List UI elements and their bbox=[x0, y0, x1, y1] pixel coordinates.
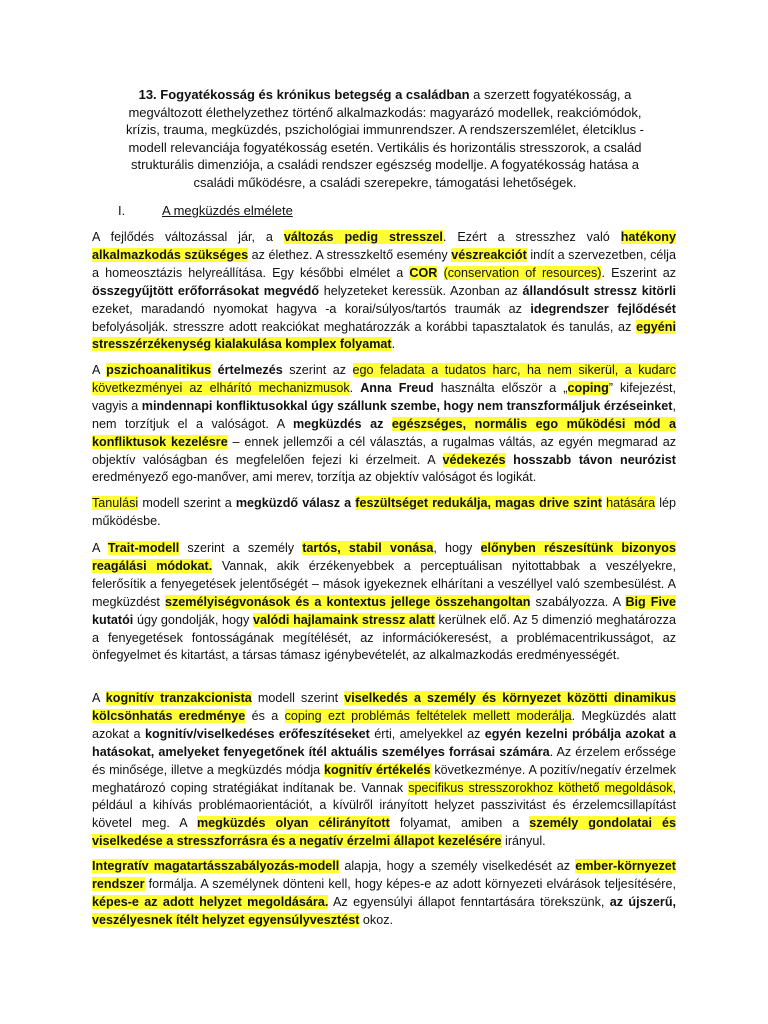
text-run: formálja. A személynek dönteni kell, hogy képes-e az adott környezeti elvárások teljesítésére, bbox=[144, 876, 676, 891]
title-bold: 13. Fogyatékosság és krónikus betegség a családban bbox=[138, 87, 470, 102]
text-run: és a bbox=[245, 708, 285, 723]
paragraph-trait-model bbox=[92, 540, 676, 665]
text-run: helyzeteket keressük. Azonban az bbox=[319, 283, 523, 298]
text-run: , hogy bbox=[433, 541, 481, 555]
highlighted-text: Tanulási bbox=[92, 496, 139, 510]
highlighted-text: személy gondolatai és viselkedése a stresszforrásra és a negatív érzelmi állapot kezelésére bbox=[92, 816, 676, 849]
text-run: használta először a „ bbox=[433, 380, 568, 395]
highlighted-text: változás pedig stresszel bbox=[283, 230, 443, 244]
text-run: alapja, hogy a személy viselkedését az bbox=[339, 859, 576, 873]
text-run: , nem torzítjuk el a valóságot. A bbox=[92, 398, 676, 431]
text-run: modell szerint a bbox=[138, 496, 236, 510]
highlighted-text: egyéni stresszérzékenység kialakulása komplex folyamat bbox=[92, 319, 676, 352]
highlighted-text: coping ezt problémás feltételek mellett moderálja bbox=[284, 708, 572, 723]
highlighted-text: COR bbox=[409, 265, 438, 280]
text-run: – ennek jellemzői a cél választás, a rugalmas váltás, az egyén megmarad az objektív valóságban és megfelelően fejezi ki érzelmeit. A bbox=[92, 434, 676, 467]
text-run: lép működésbe. bbox=[92, 496, 677, 528]
text-run: A bbox=[92, 541, 108, 555]
bold-text: kutatói bbox=[92, 612, 134, 627]
text-run: indít a szervezetben, célja a homeosztázis helyreállítása. Egy későbbi elmélet a bbox=[92, 247, 676, 280]
bold-text: hosszabb távon neurózist bbox=[513, 452, 676, 467]
text-run: A bbox=[92, 691, 106, 705]
text-run: szerint a személy bbox=[179, 541, 303, 555]
highlighted-text: (conservation of resources) bbox=[443, 265, 602, 280]
text-run: modell szerint bbox=[251, 691, 345, 705]
text-run: ” kifejezést, vagyis a bbox=[92, 380, 677, 413]
text-run: befolyásolják. stresszre adott reakciókat meghatározzák a korábbi tapasztalatok és tanulás, az bbox=[92, 319, 637, 334]
bold-text: megküzdés az bbox=[292, 416, 384, 431]
highlighted-text: Trait-modell bbox=[107, 541, 180, 555]
text-run: . Az érzelem erőssége és minősége, illetve a megküzdés módja bbox=[92, 744, 676, 777]
heading-text: A megküzdés elmélete bbox=[162, 203, 293, 218]
highlighted-text: viselkedés a személy és környezet közötti dinamikus kölcsönhatás eredménye bbox=[92, 691, 676, 723]
highlighted-text: pszichoanalitikus bbox=[106, 363, 212, 377]
bold-text: egyén kezelni próbálja azokat a hatásokat, amelyeket fenyegetőnek ítél aktuális személyes forrásai számára bbox=[92, 726, 676, 759]
paragraph-integrative-model bbox=[92, 858, 676, 930]
highlighted-text: megküzdés olyan célirányított bbox=[196, 816, 390, 831]
highlighted-text: coping bbox=[567, 380, 609, 395]
highlighted-text: hatékony alkalmazkodás szükséges bbox=[92, 230, 676, 262]
bold-text: állandósult stressz kitörli bbox=[522, 283, 677, 298]
text-run: szabályozza. A bbox=[530, 594, 626, 609]
text-run: . bbox=[391, 337, 396, 352]
highlighted-text: ember-környezet rendszer bbox=[92, 859, 676, 891]
text-run: érti, amelyekkel az bbox=[369, 726, 485, 741]
highlighted-text: egészséges, normális ego működési mód a konfliktusok kezelésre bbox=[92, 416, 677, 449]
text-run: Az egyensúlyi állapot fenntartására törekszünk, bbox=[328, 894, 610, 909]
highlighted-text: valódi hajlamaink stressz alatt bbox=[253, 612, 435, 627]
bold-text: az újszerű, bbox=[609, 894, 677, 909]
bold-text: idegrendszer fejlődését bbox=[530, 301, 677, 316]
text-run: kerülnek elő. Az 5 dimenzió meghatározza a fenyegetések fontosságának megítélését, az információkeresést, a problémacentrikusságot, az önfegyelmet és kitartást, a társas támasz igénybevételét, az alkalmazkodás eredményességét. bbox=[92, 612, 676, 663]
highlighted-text: specifikus stresszorokhoz köthető megoldások bbox=[408, 780, 673, 795]
paragraph-cognitive-transactional bbox=[92, 690, 676, 851]
highlighted-text: vészreakciót bbox=[451, 247, 527, 262]
text-run: . bbox=[349, 380, 361, 395]
text-run: következménye. A pozitív/negatív érzelmek meghatározó coping stratégiákat indítanak be. Vannak bbox=[92, 762, 676, 795]
text-run: úgy gondolják, hogy bbox=[133, 612, 254, 627]
highlighted-text: Integratív magatartásszabályozás-modell bbox=[92, 859, 340, 873]
bold-text: összegyűjtött erőforrásokat megvédő bbox=[92, 283, 320, 298]
bold-text: kognitív/viselkedéses erőfeszítéseket bbox=[144, 726, 370, 741]
text-run: az élethez. A stresszkeltő esemény bbox=[248, 247, 452, 262]
bold-text: megküzdő válasz a bbox=[235, 496, 352, 510]
title-description: a szerzett fogyatékosság, a megváltozott élethelyzethez történő alkalmazkodás: magyarázó modellek, reakciómódok, krízis, trauma, megküzdés, pszichológiai immunrendszer. A rendszerszemlélet, életciklus - modell relevanciája fogyatékosság esetén. Vertikális és horizontális stresszorok, a család strukturális dimenziója, a családi rendszer egészség modellje. A fogyatékosság hatása a családi működésre, a családi szerepekre, támogatási lehetőségek. bbox=[125, 87, 645, 190]
highlighted-text: veszélyesnek ítélt helyzet egyensúlyvesztést bbox=[92, 912, 360, 927]
text-run: A bbox=[92, 363, 107, 377]
heading-number: I. bbox=[118, 203, 126, 218]
highlighted-text: személyiségvonások és a kontextus jellege összehangoltan bbox=[164, 594, 531, 609]
text-run bbox=[383, 417, 392, 431]
highlighted-text: védekezés bbox=[442, 452, 506, 467]
section-title bbox=[110, 86, 660, 191]
text-run: . Ezért a stresszhez való bbox=[442, 230, 621, 244]
text-run: . Eszerint az bbox=[601, 265, 677, 280]
highlighted-text: képes-e az adott helyzet megoldására. bbox=[92, 894, 329, 909]
paragraph-stress bbox=[92, 229, 676, 354]
paragraph-psychoanalytic bbox=[92, 362, 676, 487]
highlighted-text: ego feladata a tudatos harc, ha nem sikerül, a kudarc következményei az elhárító mechanizmusok bbox=[92, 363, 676, 395]
text-run: folyamat, amiben a bbox=[389, 816, 530, 831]
bold-text: mindennapi konfliktusokkal úgy szállunk szembe, hogy nem transzformáljuk érzéseinket bbox=[141, 398, 673, 413]
highlighted-text: hatására bbox=[606, 496, 656, 510]
text-run: irányul. bbox=[501, 834, 546, 849]
text-run: ezeket, maradandó nyomokat hagyva -a korai/súlyos/tartós traumák az bbox=[92, 301, 531, 316]
highlighted-text: tartós, stabil vonása bbox=[302, 541, 434, 555]
text-run: . Megküzdés alatt azokat a bbox=[92, 708, 676, 741]
text-run: A fejlődés változással jár, a bbox=[92, 230, 284, 244]
bold-text: Anna Freud bbox=[360, 380, 434, 395]
highlighted-text: kognitív tranzakcionista bbox=[105, 691, 252, 705]
text-run: , például a kihívás problémaorientációt, a kívülről irányított helyzet passzivitást és érzelemcsillapítást követel meg. A bbox=[92, 780, 676, 831]
text-run bbox=[437, 266, 443, 280]
bold-text: értelmezés bbox=[217, 363, 283, 377]
highlighted-text: kognitív értékelés bbox=[323, 762, 431, 777]
highlighted-text: feszültséget redukálja, magas drive szint bbox=[355, 496, 602, 510]
highlighted-text: előnyben részesítünk bizonyos reagálási módokat. bbox=[92, 541, 676, 573]
section-heading bbox=[118, 202, 293, 220]
text-run: okoz. bbox=[359, 912, 394, 927]
text-run: szerint az bbox=[282, 363, 353, 377]
text-run: eredményező ego-manőver, ami merev, torzítja az objektív valóságot és logikát. bbox=[92, 470, 537, 485]
highlighted-text: Big Five bbox=[625, 594, 676, 609]
text-run: Vannak, akik érzékenyebbek a perceptuálisan nyitottabbak a veszélyekre, felerősítik a fenyegetések jelentőségét – mások igyekeznek elhárítani a veszéllyel való szembesülést. A megküzdést bbox=[92, 558, 676, 609]
paragraph-learning-model bbox=[92, 495, 676, 531]
